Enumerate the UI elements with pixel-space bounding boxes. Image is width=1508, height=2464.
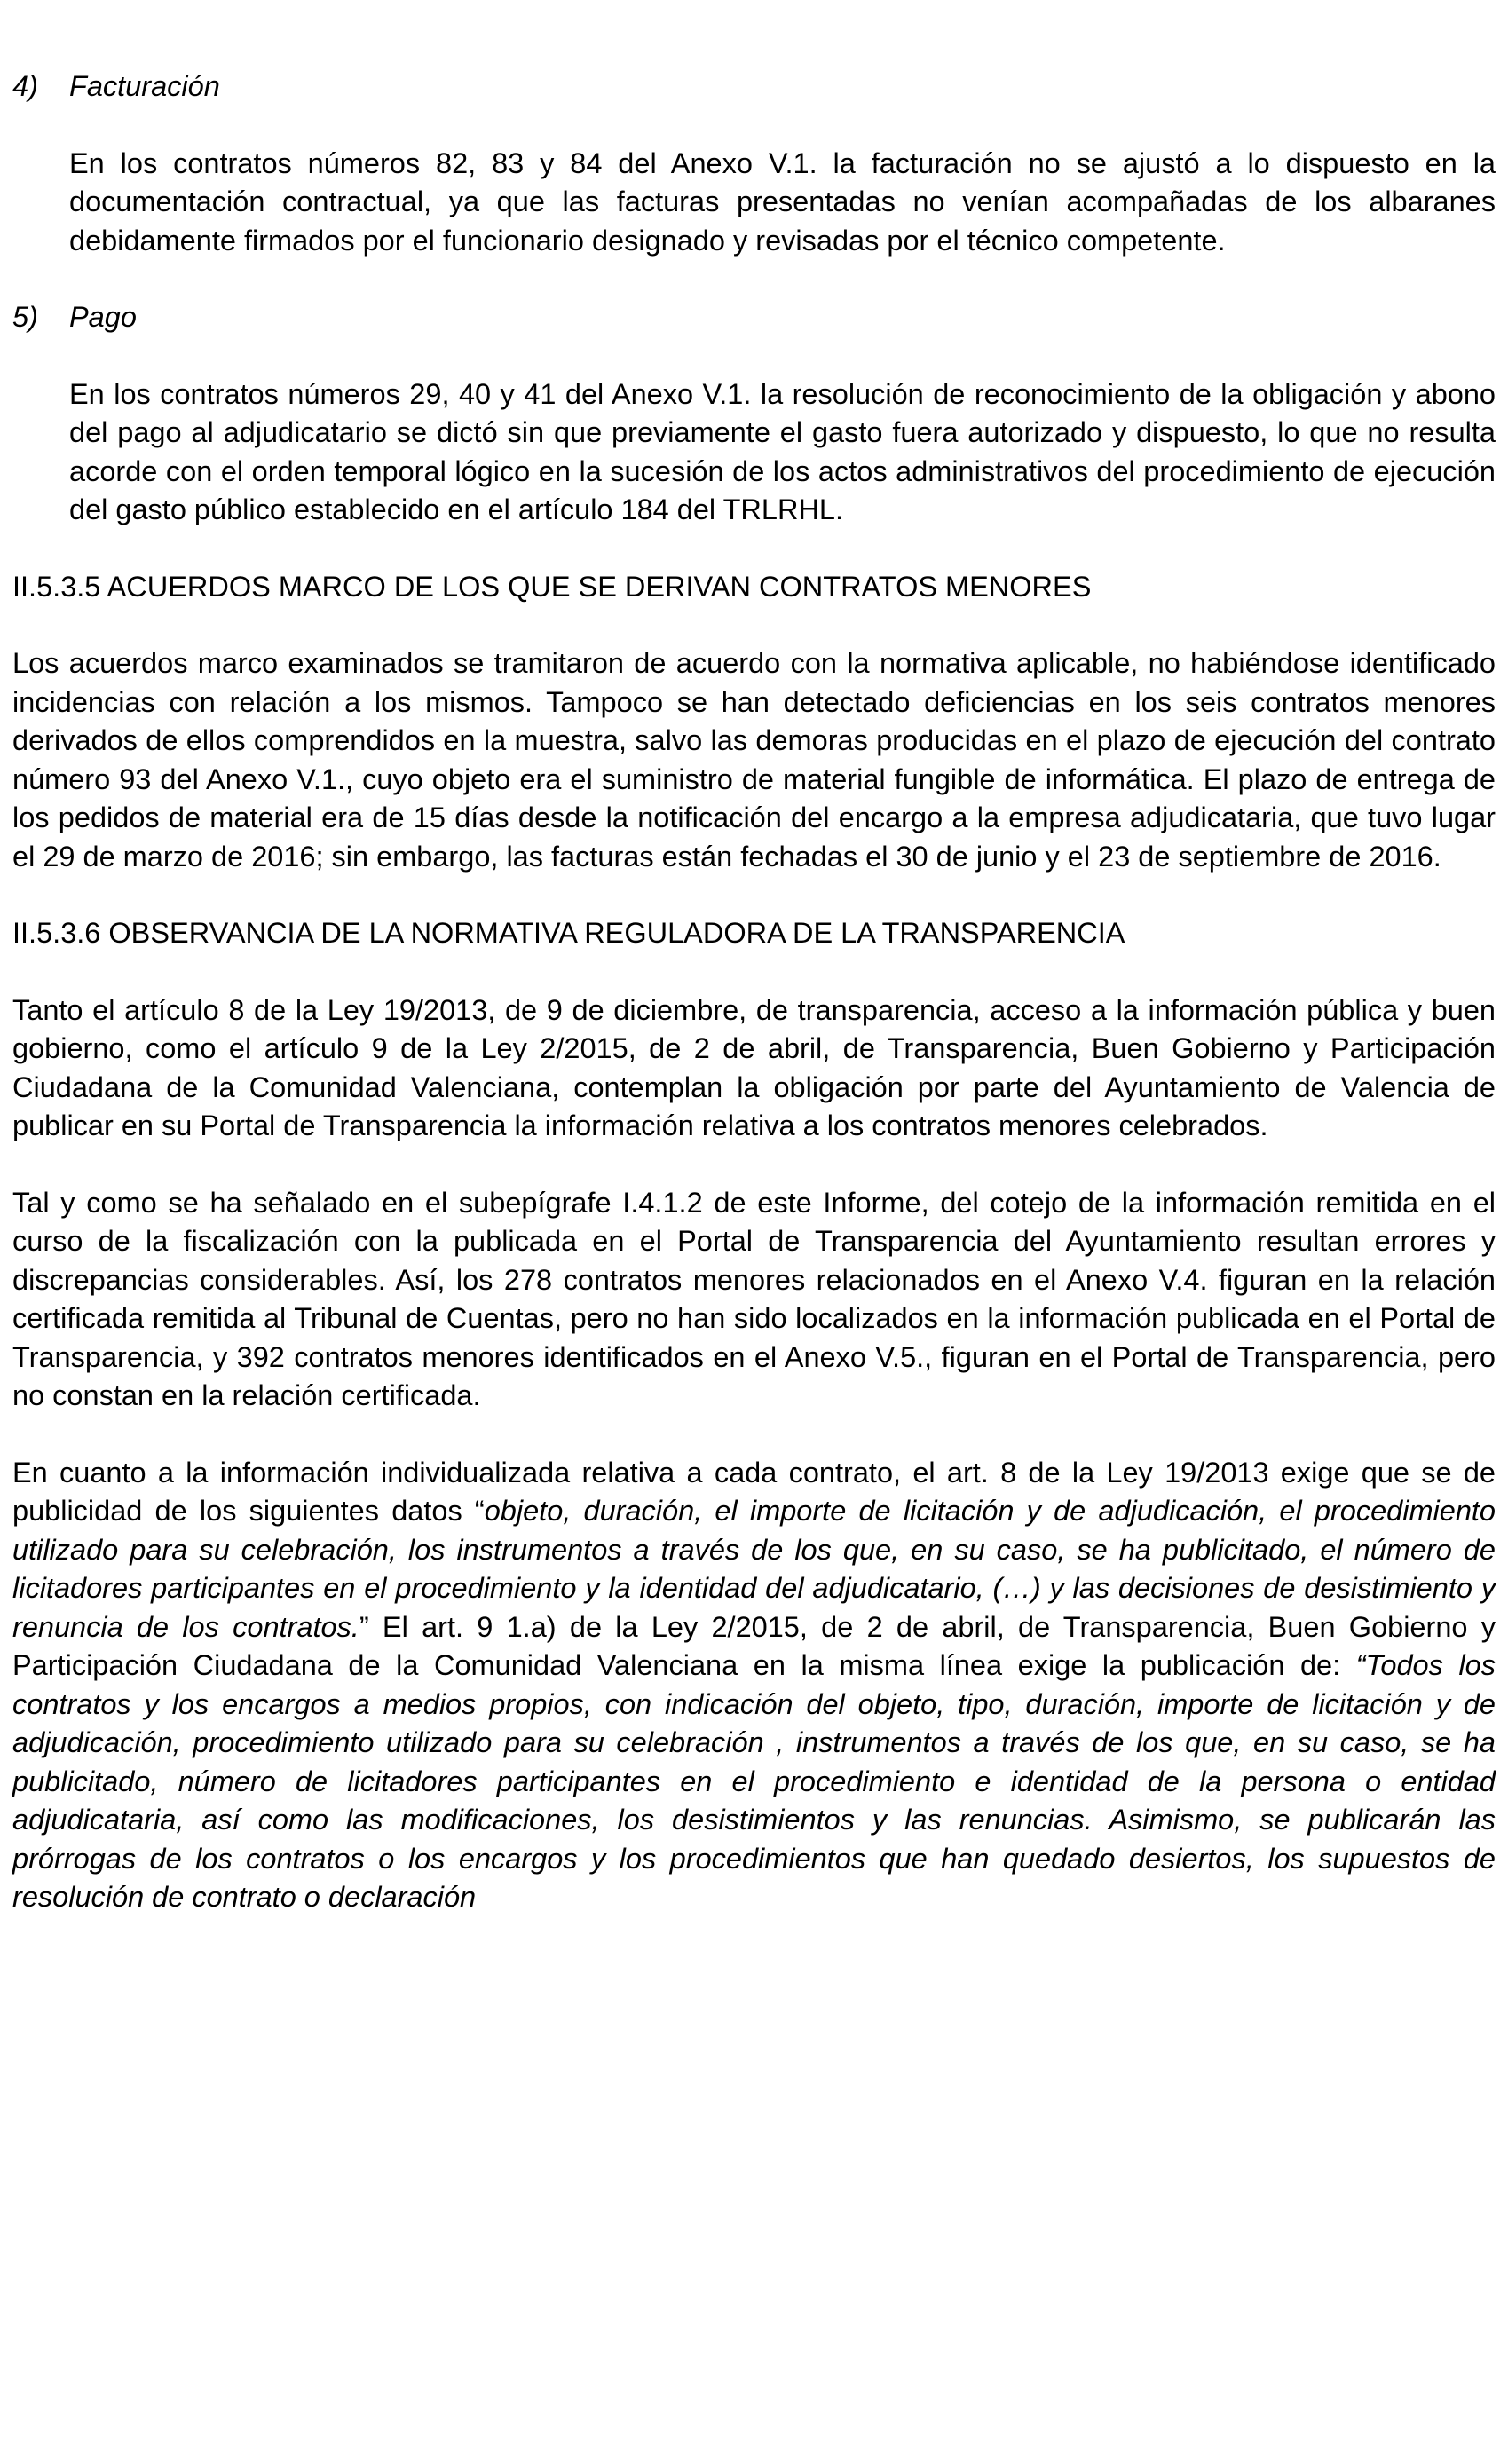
list-title: Facturación [69,70,220,102]
quoted-text: “Todos los contratos y los encargos a medios propios, con indicación del objeto, tipo, duración, importe de licitación y de adjudicación, procedimiento utilizado para su celebración , instrumentos a través de los que, en su caso, se ha publicitado, número de licitadores participantes en el procedimiento e identidad de la persona o entidad adjudicataria, así como las modificaciones, los desistimientos y las renuncias. Asimismo, se publicarán las prórrogas de los contratos o los encargos y los procedimientos que han quedado desiertos, los supuestos de resolución de contrato o declaración [12,1649,1496,1913]
paragraph-acuerdos-marco: Los acuerdos marco examinados se tramitaron de acuerdo con la normativa aplicable, no habiéndose identificado incidencias con relación a los mismos. Tampoco se han detectado deficiencias en los seis contratos menores derivados de ellos comprendidos en la muestra, salvo las demoras producidas en el plazo de ejecución del contrato número 93 del Anexo V.1., cuyo objeto era el suministro de material fungible de informática. El plazo de entrega de los pedidos de material era de 15 días desde la notificación del encargo a la empresa adjudicataria, que tuvo lugar el 29 de marzo de 2016; sin embargo, las facturas están fechadas el 30 de junio y el 23 de septiembre de 2016. [12,647,1496,873]
list-heading-facturacion [12,67,1496,107]
text-run: ” El art. 9 1.a) de la Ley 2/2015, de 2 de abril, de Transparencia, Buen Gobierno y Participación Ciudadana de la Comunidad Valenciana en la misma línea exige la publicación de: [12,1610,1496,1681]
list-number: 4) [12,70,38,102]
paragraph-transparencia-3 [12,1454,1496,1917]
list-heading-pago [12,298,1496,337]
paragraph-facturacion: En los contratos números 82, 83 y 84 del Anexo V.1. la facturación no se ajustó a lo dispuesto en la documentación contractual, ya que las facturas presentadas no venían acompañadas de los albaranes debidamente firmados por el funcionario designado y revisadas por el técnico competente. [69,146,1496,257]
section-heading-acuerdos-marco: II.5.3.5 ACUERDOS MARCO DE LOS QUE SE DERIVAN CONTRATOS MENORES [12,570,1092,603]
paragraph-pago: En los contratos números 29, 40 y 41 del Anexo V.1. la resolución de reconocimiento de la obligación y abono del pago al adjudicatario se dictó sin que previamente el gasto fuera autorizado y dispuesto, lo que no resulta acorde con el orden temporal lógico en la sucesión de los actos administrativos del procedimiento de ejecución del gasto público establecido en el artículo 184 del TRLRHL. [69,377,1496,525]
quoted-text: objeto, duración, el importe de licitación y de adjudicación, el procedimiento utilizado para su celebración, los instrumentos a través de los que, en su caso, se ha publicitado, el número de licitadores participantes en el procedimiento y la identidad del adjudicatario, (…) y las decisiones de desistimiento y renuncia de los contratos. [12,1495,1496,1643]
text-run: En cuanto a la información individualizada relativa a cada contrato, el art. 8 de la Ley 19/2013 exige que se de publicidad de los siguientes datos “ [12,1456,1496,1527]
paragraph-transparencia-2: Tal y como se ha señalado en el subepígrafe I.4.1.2 de este Informe, del cotejo de la información remitida en el curso de la fiscalización con la publicada en el Portal de Transparencia del Ayuntamiento resultan errores y discrepancias considerables. Así, los 278 contratos menores relacionados en el Anexo V.4. figuran en la relación certificada remitida al Tribunal de Cuentas, pero no han sido localizados en la información publicada en el Portal de Transparencia, y 392 contratos menores identificados en el Anexo V.5., figuran en el Portal de Transparencia, pero no constan en la relación certificada. [12,1186,1496,1411]
list-number: 5) [12,301,38,333]
section-heading-transparencia: II.5.3.6 OBSERVANCIA DE LA NORMATIVA REGULADORA DE LA TRANSPARENCIA [12,917,1125,949]
list-title: Pago [69,301,137,333]
document-page [12,67,1496,1917]
paragraph-transparencia-1: Tanto el artículo 8 de la Ley 19/2013, de 9 de diciembre, de transparencia, acceso a la información pública y buen gobierno, como el artículo 9 de la Ley 2/2015, de 2 de abril, de Transparencia, Buen Gobierno y Participación Ciudadana de la Comunidad Valenciana, contemplan la obligación por parte del Ayuntamiento de Valencia de publicar en su Portal de Transparencia la información relativa a los contratos menores celebrados. [12,993,1496,1141]
